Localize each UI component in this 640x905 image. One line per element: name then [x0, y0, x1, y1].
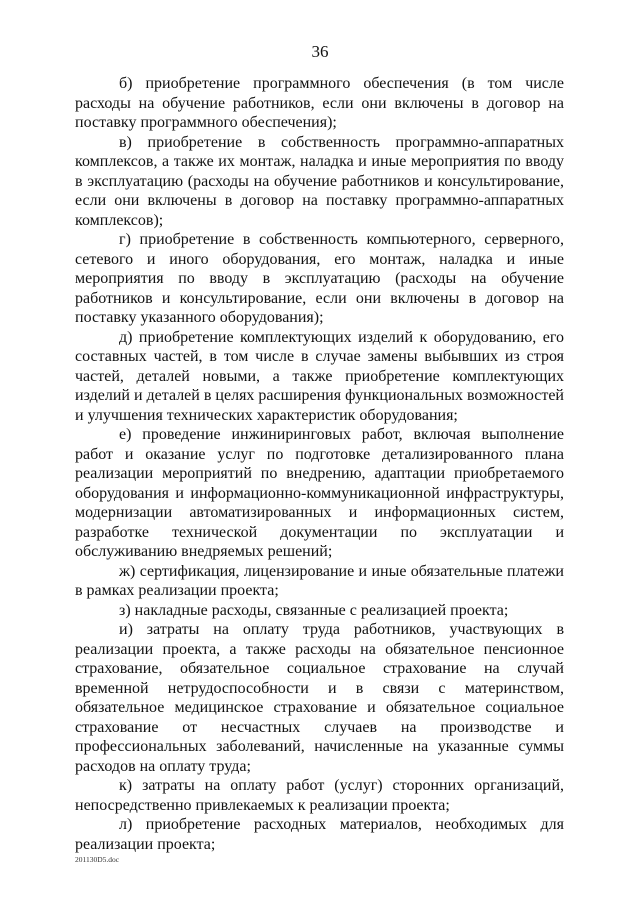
- list-item-v: в) приобретение в собственность программно-аппаратных комплексов, а также их монтаж, наладка и иные мероприятия по вводу в эксплуатацию (расходы на обучение работников и консультирование, если они включены в договор на поставку программно-аппаратных комплексов);: [75, 133, 564, 229]
- page-number: 36: [311, 42, 329, 61]
- list-item-b: б) приобретение программного обеспечения (в том числе расходы на обучение работников, если они включены в договор на поставку программного обеспечения);: [75, 75, 564, 131]
- list-item-i: и) затраты на оплату труда работников, участвующих в реализации проекта, а также расходы на обязательное пенсионное страхование, обязательное социальное страхование на случай временной нетрудоспособности и в связи с материнством, обязательное медицинское страхование и обязательное социальное страхование от несчастных случаев на производстве и профессиональных заболеваний, начисленные на указанные суммы расходов на оплату труда;: [75, 621, 564, 775]
- list-item-zh: ж) сертификация, лицензирование и иные обязательные платежи в рамках реализации проекта;: [75, 562, 564, 599]
- document-body: [75, 74, 564, 854]
- list-item-g: г) приобретение в собственность компьютерного, серверного, сетевого и иного оборудования, его монтаж, наладка и иные мероприятия по вводу в эксплуатацию (расходы на обучение работников и консультирование, если они включены в договор на поставку указанного оборудования);: [75, 231, 564, 326]
- file-code-footer: 201130D5.doc: [75, 855, 120, 864]
- list-item-d: д) приобретение комплектующих изделий к оборудованию, его составных частей, в том числе в случае замены выбывших из строя частей, деталей новыми, а также приобретение комплектующих изделий и деталей в целях расширения функциональных возможностей и улучшения технических характеристик оборудования;: [75, 328, 564, 424]
- list-item-e: е) проведение инжиниринговых работ, включая выполнение работ и оказание услуг по подготовке детализированного плана реализации мероприятий по внедрению, адаптации приобретаемого оборудования и информационно-коммуникационной инфраструктуры, модернизации автоматизированных и информационных систем, разработке технической документации по эксплуатации и обслуживанию внедряемых решений;: [75, 426, 564, 560]
- list-item-z: з) накладные расходы, связанные с реализацией проекта;: [119, 601, 509, 619]
- list-item-l: л) приобретение расходных материалов, необходимых для реализации проекта;: [75, 816, 564, 853]
- list-item-k: к) затраты на оплату работ (услуг) сторонних организаций, непосредственно привлекаемых к реализации проекта;: [75, 777, 564, 814]
